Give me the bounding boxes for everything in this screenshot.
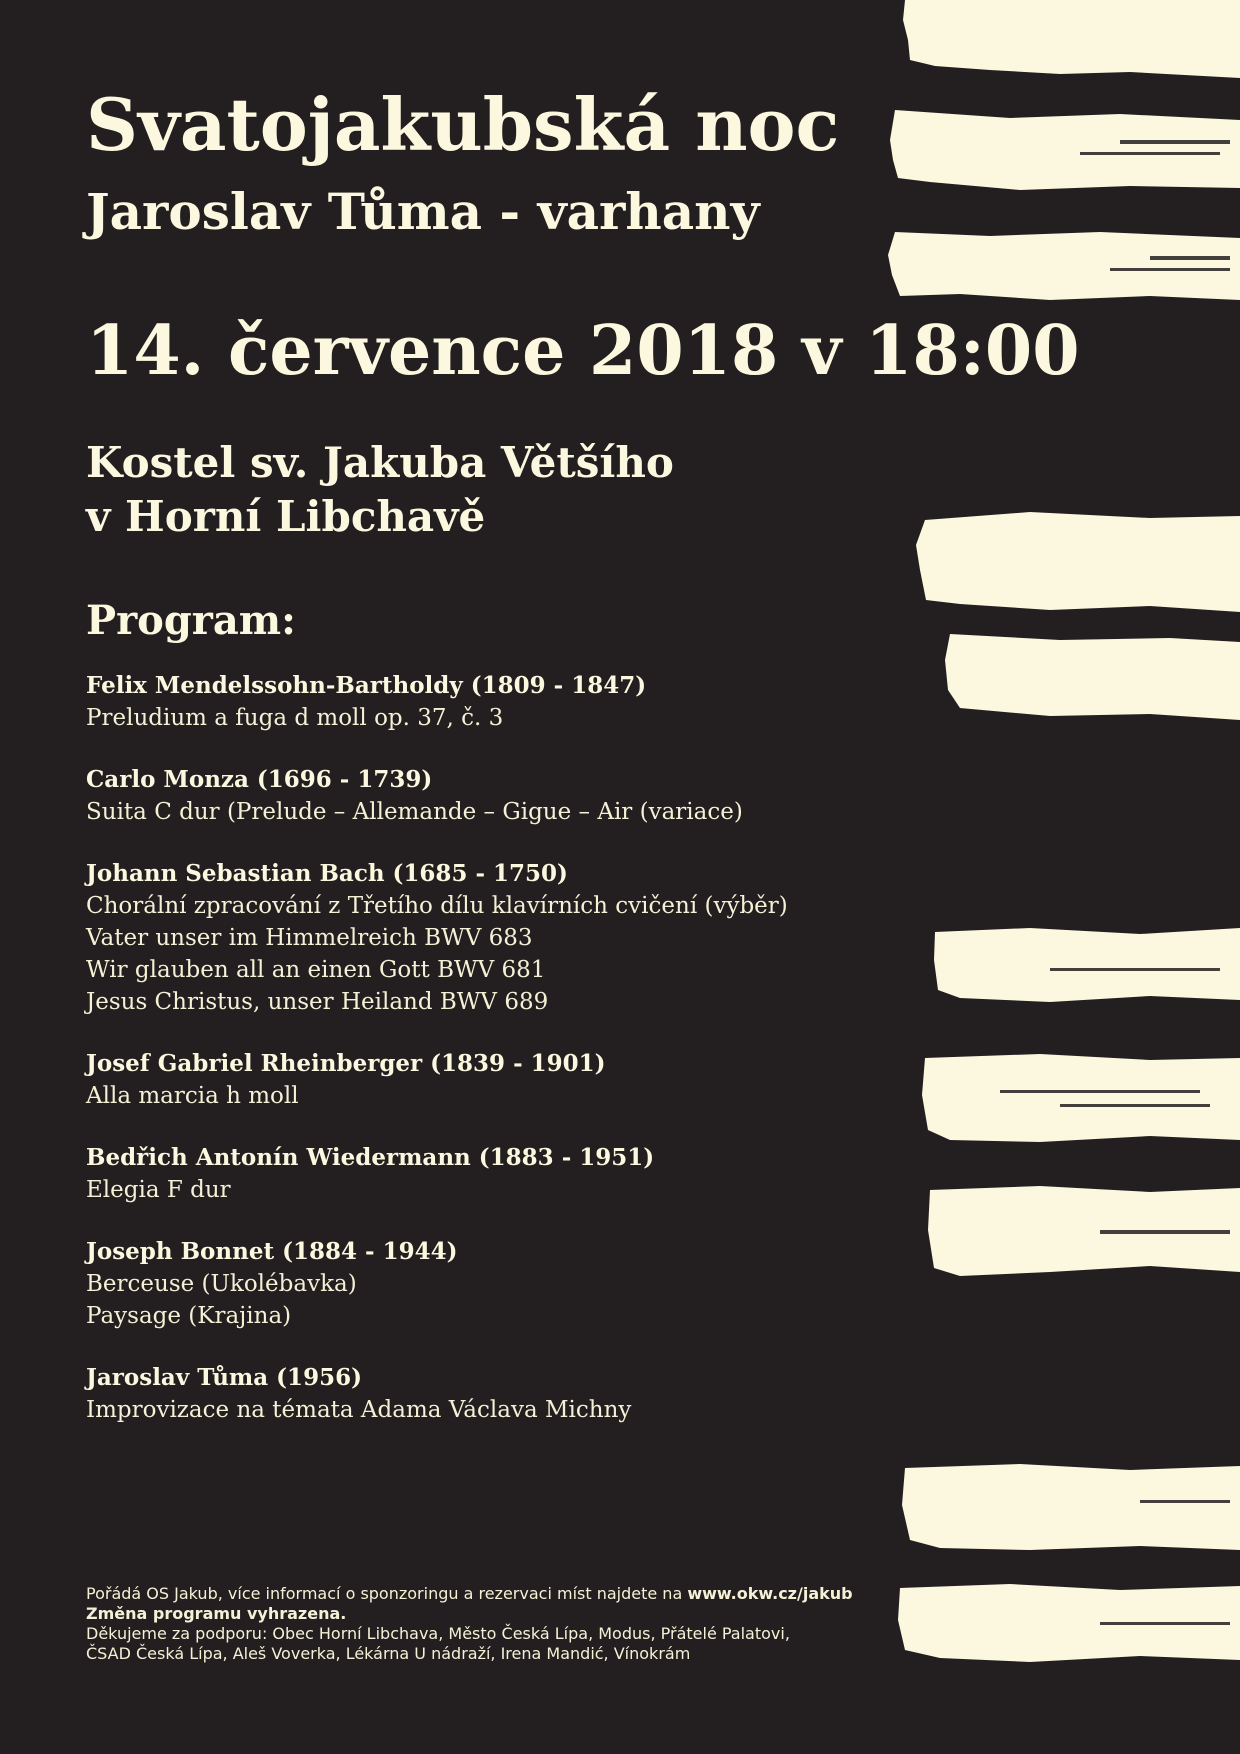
composer-name: Bedřich Antonín Wiedermann (1883 - 1951) <box>86 1144 655 1171</box>
composer-name: Josef Gabriel Rheinberger (1839 - 1901) <box>86 1050 606 1077</box>
brush-stroke-7 <box>922 1054 1240 1142</box>
venue <box>86 436 966 544</box>
program-change-note: Změna programu vyhrazena. <box>86 1604 347 1623</box>
program-item <box>86 1048 966 1112</box>
program-item <box>86 1236 966 1332</box>
work-title: Suita C dur (Prelude – Allemande – Gigue – Air (variace) <box>86 799 743 825</box>
program-item <box>86 670 966 734</box>
footer-organizer-line <box>86 1584 906 1604</box>
venue-line-1: Kostel sv. Jakuba Většího <box>86 438 674 487</box>
work-title: Preludium a fuga d moll op. 37, č. 3 <box>86 705 504 731</box>
footer-program-change <box>86 1604 906 1624</box>
work-title: Alla marcia h moll <box>86 1083 299 1109</box>
program-item <box>86 764 966 828</box>
event-date: 14. července 2018 v 18:00 <box>86 311 1080 391</box>
website-link[interactable]: www.okw.cz/jakub <box>687 1584 853 1603</box>
composer-name: Carlo Monza (1696 - 1739) <box>86 766 433 793</box>
brush-stroke-1 <box>903 0 1240 78</box>
work-title: Elegia F dur <box>86 1177 231 1203</box>
main-content <box>86 80 1080 1456</box>
footer-thanks-line-1: Děkujeme za podporu: Obec Horní Libchava, Město Česká Lípa, Modus, Přátelé Palatovi, <box>86 1624 790 1643</box>
performer-subtitle: Jaroslav Tůma - varhany <box>86 182 760 241</box>
work-title: Improvizace na témata Adama Václava Michny <box>86 1397 632 1423</box>
footer <box>86 1584 906 1664</box>
composer-name: Jaroslav Tůma (1956) <box>86 1364 362 1391</box>
event-title: Svatojakubská noc <box>86 82 840 167</box>
composer-name: Johann Sebastian Bach (1685 - 1750) <box>86 860 568 887</box>
composer-name: Felix Mendelssohn-Bartholdy (1809 - 1847) <box>86 672 647 699</box>
venue-line-2: v Horní Libchavě <box>86 492 486 541</box>
work-title: Vater unser im Himmelreich BWV 683 <box>86 925 533 951</box>
work-title: Chorální zpracování z Třetího dílu klavírních cvičení (výběr) <box>86 893 788 919</box>
program-list <box>86 670 966 1426</box>
work-title: Wir glauben all an einen Gott BWV 681 <box>86 957 546 983</box>
program-heading: Program: <box>86 597 296 644</box>
composer-name: Joseph Bonnet (1884 - 1944) <box>86 1238 458 1265</box>
brush-stroke-6 <box>934 928 1240 1002</box>
brush-stroke-5 <box>945 634 1240 720</box>
work-title: Paysage (Krajina) <box>86 1303 292 1329</box>
program-item <box>86 1362 966 1426</box>
work-title: Jesus Christus, unser Heiland BWV 689 <box>86 989 549 1015</box>
organizer-text: Pořádá OS Jakub, více informací o sponzoringu a rezervaci míst najdete na <box>86 1584 688 1603</box>
footer-thanks-line-2: ČSAD Česká Lípa, Aleš Voverka, Lékárna U nádraží, Irena Mandić, Vínokrám <box>86 1644 691 1663</box>
work-title: Berceuse (Ukolébavka) <box>86 1271 357 1297</box>
program-item <box>86 858 966 1018</box>
brush-stroke-9 <box>902 1464 1240 1550</box>
program-item <box>86 1142 966 1206</box>
